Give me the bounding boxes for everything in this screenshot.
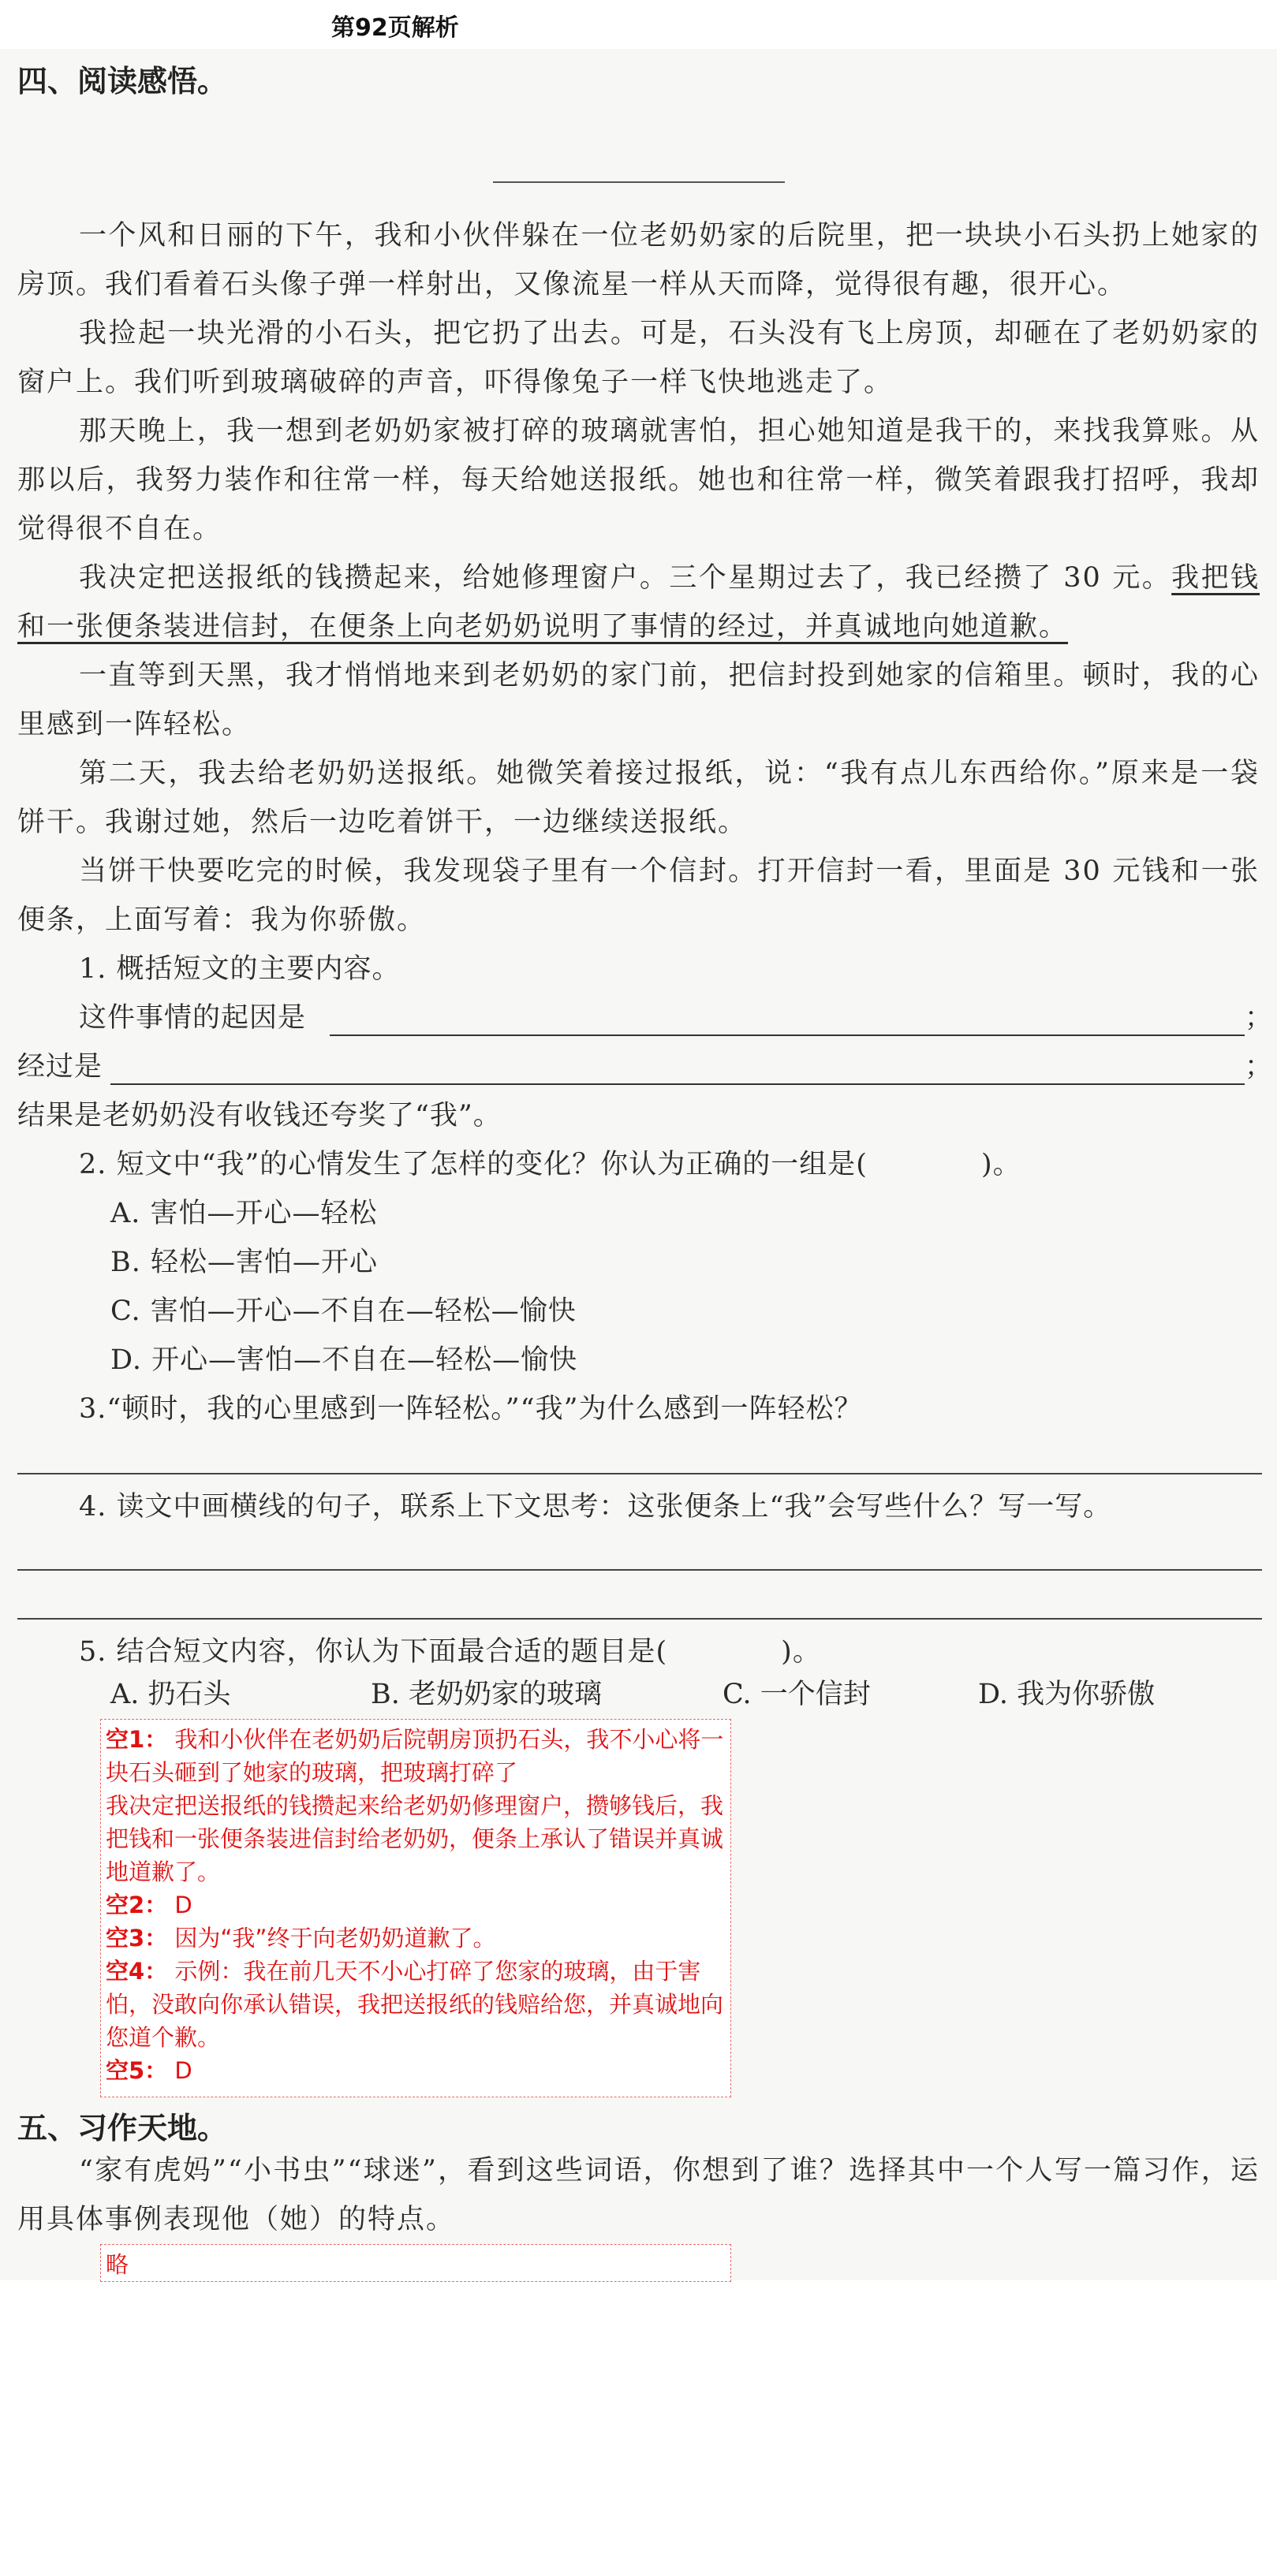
answer-5-label: 空5： [106,2057,168,2084]
answer-5 [106,2054,726,2087]
answer-1-line-1: 我和小伙伴在老奶奶后院朝房顶扔石头，我不小心将一块石头砸到了她家的玻璃，把玻璃打碎了 [106,1726,724,1786]
answer-2 [106,1888,726,1922]
question-5-option-a: A. 扔石头 [110,1679,231,1710]
section-heading-reading: 四、阅读感悟。 [17,64,228,99]
answer-3-label: 空3： [106,1925,168,1952]
passage-paragraph-3: 那天晚上，我一想到老奶奶家被打碎的玻璃就害怕，担心她知道是我干的，来找我算账。从那以后，我努力装作和往常一样，每天给她送报纸。她也和往常一样，微笑着跟我打招呼，我却觉得很不自在。 [17,416,1260,545]
answer-line-q3 [17,1473,1262,1474]
question-4: 4. 读文中画横线的句子，联系上下文思考：这张便条上“我”会写些什么？写一写。 [79,1491,1112,1523]
passage-paragraph-7: 当饼干快要吃完的时候，我发现袋子里有一个信封。打开信封一看，里面是 30 元钱和一张便条，上面写着：我为你骄傲。 [17,856,1260,936]
answer-blank-process [110,1083,1245,1085]
semicolon-2: ； [1245,1051,1274,1083]
answer-5-value: D [174,2057,192,2084]
answer-box-writing [100,2244,731,2282]
writing-answer: 略 [106,2251,129,2278]
question-3: 3.“顿时，我的心里感到一阵轻松。”“我”为什么感到一阵轻松？ [79,1393,863,1425]
answer-box-reading [100,1719,731,2097]
answer-1 [106,1723,726,1789]
answer-1-label: 空1： [106,1726,168,1753]
passage-paragraph-6: 第二天，我去给老奶奶送报纸。她微笑着接过报纸，说：“我有点儿东西给你。”原来是一袋饼干。我谢过她，然后一边吃着饼干，一边继续送报纸。 [17,758,1260,838]
question-2-option-c: C. 害怕—开心—不自在—轻松—愉快 [110,1295,577,1327]
question-5-option-b: B. 老奶奶家的玻璃 [371,1679,602,1710]
answer-4 [106,1955,726,2054]
passage-paragraph-5: 一直等到天黑，我才悄悄地来到老奶奶的家门前，把信封投到她家的信箱里。顿时，我的心里感到一阵轻松。 [17,660,1260,740]
answer-2-label: 空2： [106,1892,168,1918]
passage-title-blank [493,181,785,183]
question-1-cause: 这件事情的起因是 [79,1002,307,1034]
page-title: 第92页解析 [331,14,459,42]
passage-paragraph-4 [17,554,1260,651]
section-heading-writing: 五、习作天地。 [17,2111,228,2145]
answer-blank-cause [330,1035,1245,1036]
passage-paragraph-2: 我捡起一块光滑的小石头，把它扔了出去。可是，石头没有飞上房顶，却砸在了老奶奶家的窗户上。我们听到玻璃破碎的声音，吓得像兔子一样飞快地逃走了。 [17,318,1260,398]
writing-prompt: “家有虎妈”“小书虫”“球迷”，看到这些词语，你想到了谁？选择其中一个人写一篇习作，运用具体事例表现他（她）的特点。 [17,2155,1260,2235]
answer-4-label: 空4： [106,1958,168,1985]
answer-3 [106,1922,726,1955]
question-2-option-a: A. 害怕—开心—轻松 [110,1198,378,1229]
question-2-option-d: D. 开心—害怕—不自在—轻松—愉快 [110,1344,578,1376]
question-5-option-c: C. 一个信封 [723,1679,871,1710]
answer-3-value: 因为“我”终于向老奶奶道歉了。 [174,1925,496,1952]
answer-2-value: D [174,1892,192,1918]
answer-line-q4-2 [17,1618,1262,1620]
question-5: 5. 结合短文内容，你认为下面最合适的题目是( )。 [79,1636,821,1668]
answer-1-line-2: 我决定把送报纸的钱攒起来给老奶奶修理窗户，攒够钱后，我把钱和一张便条装进信封给老奶奶，便条上承认了错误并真诚地道歉了。 [106,1792,724,1885]
question-2: 2. 短文中“我”的心情发生了怎样的变化？你认为正确的一组是( )。 [79,1149,1021,1180]
question-1-result: 结果是老奶奶没有收钱还夸奖了“我”。 [17,1100,502,1131]
answer-line-q4-1 [17,1569,1262,1571]
answer-4-value: 示例：我在前几天不小心打碎了您家的玻璃，由于害怕，没敢向你承认错误，我把送报纸的钱赔给您，并真诚地向您道个歉。 [106,1958,724,2051]
question-2-option-b: B. 轻松—害怕—开心 [110,1247,378,1278]
underlined-sentence: 我把钱和一张便条装进信封，在便条上向老奶奶说明了事情的经过，并真诚地向她道歉。 [17,562,1260,643]
question-1: 1. 概括短文的主要内容。 [79,953,401,985]
question-1-process: 经过是 [17,1051,103,1083]
passage-paragraph-1: 一个风和日丽的下午，我和小伙伴躲在一位老奶奶家的后院里，把一块块小石头扔上她家的房顶。我们看着石头像子弹一样射出，又像流星一样从天而降，觉得很有趣，很开心。 [17,220,1260,300]
question-5-option-d: D. 我为你骄傲 [978,1679,1156,1710]
semicolon-1: ； [1245,1002,1274,1034]
passage-paragraph-4-text: 我决定把送报纸的钱攒起来，给她修理窗户。三个星期过去了，我已经攒了 30 元。 [79,562,1172,594]
